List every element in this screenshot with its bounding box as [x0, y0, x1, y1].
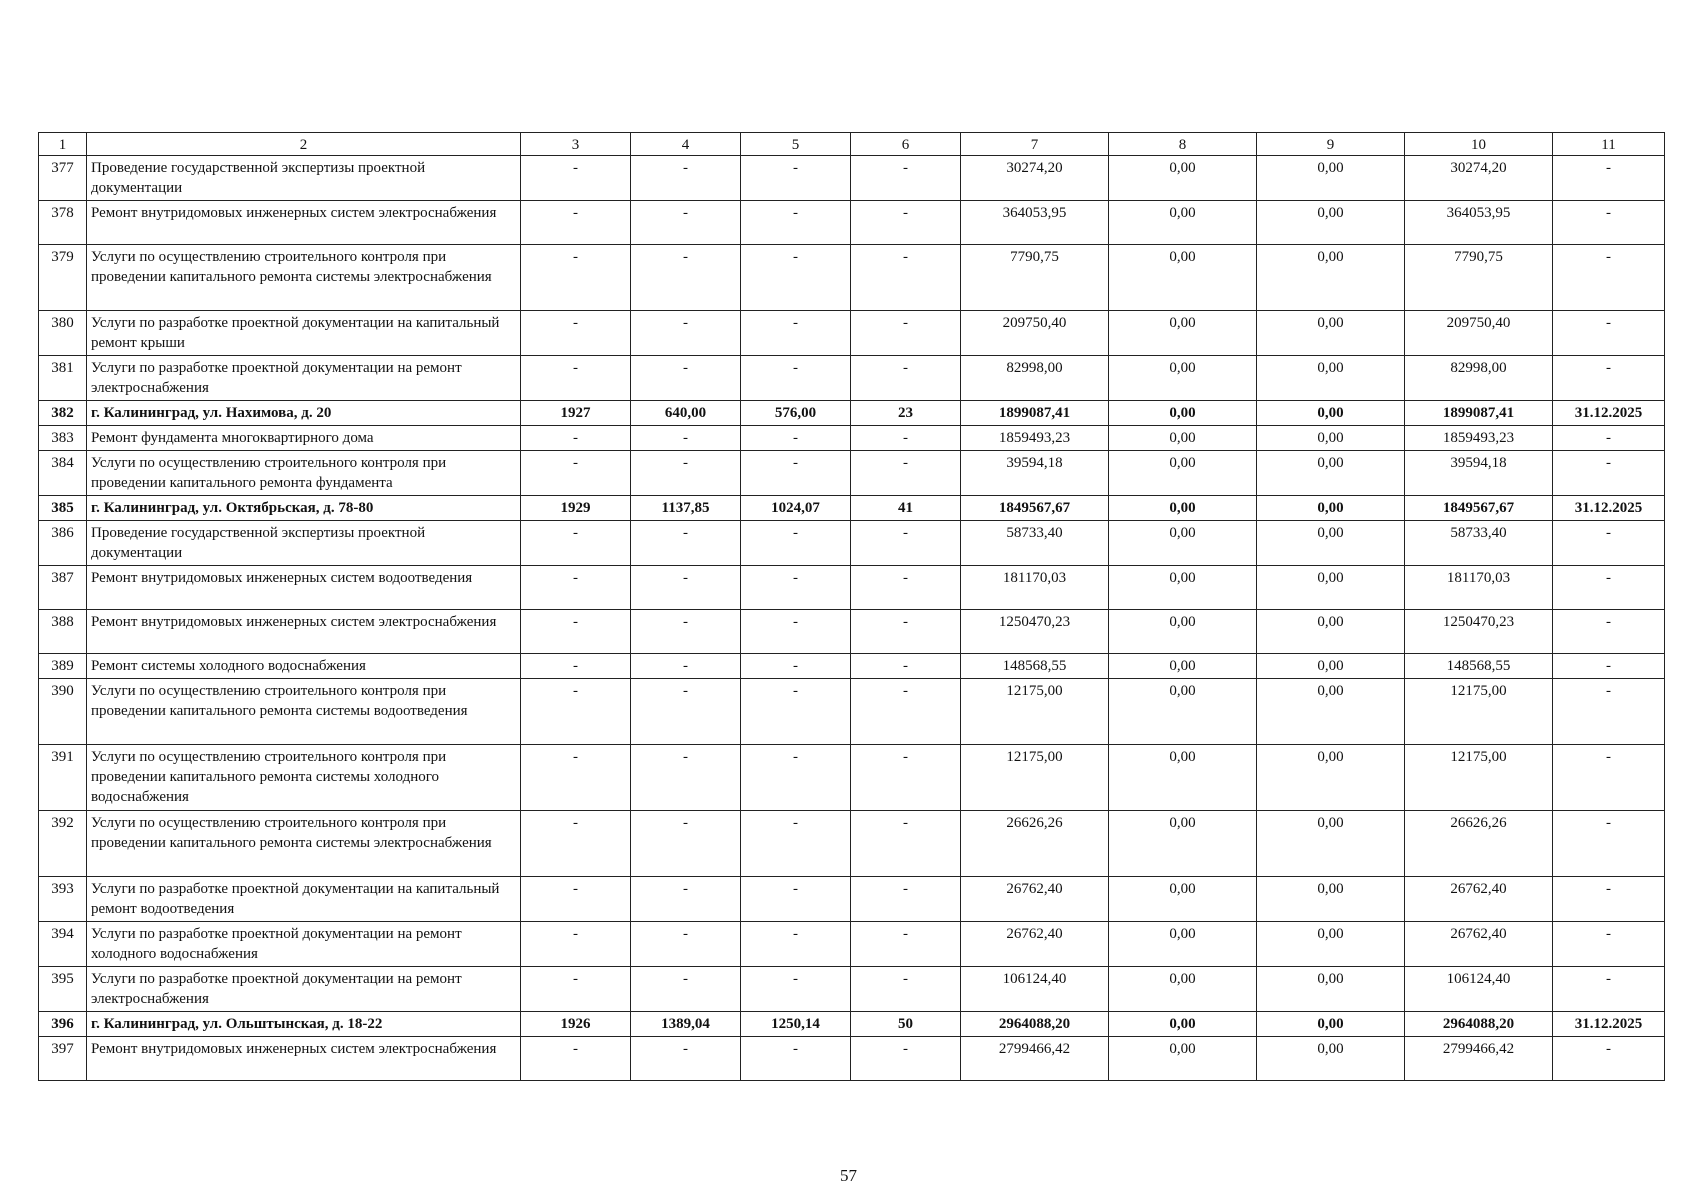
fund-owners-cell: 39594,18: [1405, 451, 1553, 496]
fund-owners-cell: 12175,00: [1405, 745, 1553, 811]
year-cell: -: [521, 356, 631, 401]
area-total-cell: -: [631, 811, 741, 877]
cost-total-cell: 364053,95: [961, 201, 1109, 245]
work-description-cell: Услуги по осуществлению строительного контроля при проведении капитального ремонта фундамента: [87, 451, 521, 496]
area-living-cell: -: [741, 679, 851, 745]
deadline-cell: -: [1553, 1037, 1665, 1081]
area-total-cell: -: [631, 156, 741, 201]
residents-cell: -: [851, 811, 961, 877]
fund-owners-cell: 26762,40: [1405, 877, 1553, 922]
fund-owners-cell: 26762,40: [1405, 922, 1553, 967]
year-cell: -: [521, 156, 631, 201]
cost-total-cell: 1859493,23: [961, 426, 1109, 451]
row-number-cell: 391: [39, 745, 87, 811]
year-cell: 1927: [521, 401, 631, 426]
area-living-cell: 576,00: [741, 401, 851, 426]
work-description-cell: Ремонт внутридомовых инженерных систем водоотведения: [87, 566, 521, 610]
residents-cell: -: [851, 610, 961, 654]
table-row: [39, 311, 1665, 356]
column-header: 2: [87, 133, 521, 156]
deadline-cell: -: [1553, 451, 1665, 496]
fund-federal-cell: 0,00: [1109, 356, 1257, 401]
fund-regional-cell: 0,00: [1257, 967, 1405, 1012]
cost-total-cell: 82998,00: [961, 356, 1109, 401]
address-cell: г. Калининград, ул. Нахимова, д. 20: [87, 401, 521, 426]
row-number-cell: 394: [39, 922, 87, 967]
table-row: [39, 1037, 1665, 1081]
work-description-cell: Услуги по осуществлению строительного контроля при проведении капитального ремонта системы электроснабжения: [87, 245, 521, 311]
column-header: 3: [521, 133, 631, 156]
year-cell: -: [521, 311, 631, 356]
row-number-cell: 383: [39, 426, 87, 451]
area-living-cell: -: [741, 356, 851, 401]
fund-federal-cell: 0,00: [1109, 610, 1257, 654]
fund-regional-cell: 0,00: [1257, 745, 1405, 811]
row-number-cell: 384: [39, 451, 87, 496]
fund-federal-cell: 0,00: [1109, 967, 1257, 1012]
table-row: [39, 451, 1665, 496]
fund-owners-cell: 26626,26: [1405, 811, 1553, 877]
table-row: [39, 245, 1665, 311]
fund-regional-cell: 0,00: [1257, 356, 1405, 401]
table-row: [39, 811, 1665, 877]
capital-repair-table: [38, 132, 1665, 1081]
area-living-cell: -: [741, 922, 851, 967]
fund-regional-cell: 0,00: [1257, 245, 1405, 311]
residents-cell: -: [851, 967, 961, 1012]
residents-cell: -: [851, 311, 961, 356]
residents-cell: -: [851, 654, 961, 679]
cost-total-cell: 26762,40: [961, 877, 1109, 922]
residents-cell: -: [851, 745, 961, 811]
address-cell: г. Калининград, ул. Октябрьская, д. 78-80: [87, 496, 521, 521]
column-header: 6: [851, 133, 961, 156]
area-total-cell: -: [631, 610, 741, 654]
fund-federal-cell: 0,00: [1109, 496, 1257, 521]
residents-cell: -: [851, 201, 961, 245]
residents-cell: 41: [851, 496, 961, 521]
cost-total-cell: 26762,40: [961, 922, 1109, 967]
fund-federal-cell: 0,00: [1109, 201, 1257, 245]
cost-total-cell: 30274,20: [961, 156, 1109, 201]
area-total-cell: 640,00: [631, 401, 741, 426]
residents-cell: -: [851, 566, 961, 610]
fund-owners-cell: 12175,00: [1405, 679, 1553, 745]
fund-owners-cell: 148568,55: [1405, 654, 1553, 679]
fund-federal-cell: 0,00: [1109, 654, 1257, 679]
residents-cell: 23: [851, 401, 961, 426]
fund-owners-cell: 209750,40: [1405, 311, 1553, 356]
fund-regional-cell: 0,00: [1257, 811, 1405, 877]
row-number-cell: 378: [39, 201, 87, 245]
fund-regional-cell: 0,00: [1257, 1037, 1405, 1081]
deadline-cell: -: [1553, 245, 1665, 311]
table-row: [39, 201, 1665, 245]
column-header: 7: [961, 133, 1109, 156]
fund-regional-cell: 0,00: [1257, 401, 1405, 426]
fund-regional-cell: 0,00: [1257, 496, 1405, 521]
page-number: 57: [840, 1166, 857, 1185]
table-row: [39, 521, 1665, 566]
year-cell: 1926: [521, 1012, 631, 1037]
deadline-cell: -: [1553, 521, 1665, 566]
work-description-cell: Проведение государственной экспертизы проектной документации: [87, 156, 521, 201]
work-description-cell: Услуги по разработке проектной документации на капитальный ремонт водоотведения: [87, 877, 521, 922]
fund-federal-cell: 0,00: [1109, 245, 1257, 311]
table-row: [39, 877, 1665, 922]
deadline-cell: -: [1553, 811, 1665, 877]
cost-total-cell: 12175,00: [961, 745, 1109, 811]
cost-total-cell: 26626,26: [961, 811, 1109, 877]
fund-regional-cell: 0,00: [1257, 679, 1405, 745]
residents-cell: -: [851, 521, 961, 566]
deadline-cell: -: [1553, 426, 1665, 451]
fund-federal-cell: 0,00: [1109, 156, 1257, 201]
area-total-cell: -: [631, 967, 741, 1012]
deadline-cell: 31.12.2025: [1553, 401, 1665, 426]
table-body: [39, 133, 1665, 1081]
deadline-cell: -: [1553, 745, 1665, 811]
residents-cell: -: [851, 922, 961, 967]
area-living-cell: -: [741, 877, 851, 922]
residents-cell: -: [851, 245, 961, 311]
year-cell: -: [521, 566, 631, 610]
cost-total-cell: 209750,40: [961, 311, 1109, 356]
fund-owners-cell: 7790,75: [1405, 245, 1553, 311]
cost-total-cell: 39594,18: [961, 451, 1109, 496]
year-cell: -: [521, 967, 631, 1012]
fund-regional-cell: 0,00: [1257, 654, 1405, 679]
row-number-cell: 379: [39, 245, 87, 311]
deadline-cell: -: [1553, 610, 1665, 654]
table-row: [39, 745, 1665, 811]
table-row: [39, 426, 1665, 451]
work-description-cell: Услуги по осуществлению строительного контроля при проведении капитального ремонта системы водоотведения: [87, 679, 521, 745]
area-living-cell: -: [741, 245, 851, 311]
year-cell: -: [521, 521, 631, 566]
fund-owners-cell: 30274,20: [1405, 156, 1553, 201]
cost-total-cell: 148568,55: [961, 654, 1109, 679]
work-description-cell: Ремонт системы холодного водоснабжения: [87, 654, 521, 679]
residents-cell: -: [851, 877, 961, 922]
fund-regional-cell: 0,00: [1257, 201, 1405, 245]
deadline-cell: -: [1553, 967, 1665, 1012]
row-number-cell: 393: [39, 877, 87, 922]
fund-owners-cell: 1899087,41: [1405, 401, 1553, 426]
fund-owners-cell: 58733,40: [1405, 521, 1553, 566]
fund-regional-cell: 0,00: [1257, 610, 1405, 654]
work-description-cell: Услуги по осуществлению строительного контроля при проведении капитального ремонта системы электроснабжения: [87, 811, 521, 877]
work-description-cell: Проведение государственной экспертизы проектной документации: [87, 521, 521, 566]
fund-federal-cell: 0,00: [1109, 1012, 1257, 1037]
year-cell: -: [521, 654, 631, 679]
area-living-cell: -: [741, 745, 851, 811]
area-living-cell: -: [741, 610, 851, 654]
fund-owners-cell: 364053,95: [1405, 201, 1553, 245]
fund-federal-cell: 0,00: [1109, 521, 1257, 566]
area-living-cell: 1250,14: [741, 1012, 851, 1037]
fund-regional-cell: 0,00: [1257, 521, 1405, 566]
table-row: [39, 654, 1665, 679]
year-cell: -: [521, 426, 631, 451]
fund-owners-cell: 106124,40: [1405, 967, 1553, 1012]
fund-regional-cell: 0,00: [1257, 1012, 1405, 1037]
fund-federal-cell: 0,00: [1109, 451, 1257, 496]
row-number-cell: 387: [39, 566, 87, 610]
deadline-cell: -: [1553, 156, 1665, 201]
column-header: 9: [1257, 133, 1405, 156]
column-header: 8: [1109, 133, 1257, 156]
deadline-cell: 31.12.2025: [1553, 1012, 1665, 1037]
area-living-cell: -: [741, 451, 851, 496]
area-total-cell: -: [631, 521, 741, 566]
fund-federal-cell: 0,00: [1109, 401, 1257, 426]
data-table-container: [38, 132, 1664, 1081]
fund-regional-cell: 0,00: [1257, 566, 1405, 610]
area-living-cell: 1024,07: [741, 496, 851, 521]
area-total-cell: 1389,04: [631, 1012, 741, 1037]
cost-total-cell: 1899087,41: [961, 401, 1109, 426]
table-row: [39, 967, 1665, 1012]
deadline-cell: 31.12.2025: [1553, 496, 1665, 521]
work-description-cell: Услуги по разработке проектной документации на ремонт холодного водоснабжения: [87, 922, 521, 967]
table-row: [39, 356, 1665, 401]
address-row: [39, 401, 1665, 426]
fund-regional-cell: 0,00: [1257, 451, 1405, 496]
fund-regional-cell: 0,00: [1257, 922, 1405, 967]
row-number-cell: 385: [39, 496, 87, 521]
area-total-cell: -: [631, 654, 741, 679]
column-header: 1: [39, 133, 87, 156]
row-number-cell: 390: [39, 679, 87, 745]
row-number-cell: 381: [39, 356, 87, 401]
fund-regional-cell: 0,00: [1257, 877, 1405, 922]
area-total-cell: -: [631, 877, 741, 922]
fund-regional-cell: 0,00: [1257, 426, 1405, 451]
row-number-cell: 395: [39, 967, 87, 1012]
table-row: [39, 922, 1665, 967]
cost-total-cell: 2799466,42: [961, 1037, 1109, 1081]
year-cell: -: [521, 745, 631, 811]
year-cell: -: [521, 201, 631, 245]
deadline-cell: -: [1553, 654, 1665, 679]
fund-regional-cell: 0,00: [1257, 311, 1405, 356]
area-living-cell: -: [741, 311, 851, 356]
column-header: 4: [631, 133, 741, 156]
year-cell: -: [521, 679, 631, 745]
area-total-cell: 1137,85: [631, 496, 741, 521]
fund-federal-cell: 0,00: [1109, 426, 1257, 451]
fund-owners-cell: 2799466,42: [1405, 1037, 1553, 1081]
cost-total-cell: 1250470,23: [961, 610, 1109, 654]
cost-total-cell: 58733,40: [961, 521, 1109, 566]
residents-cell: 50: [851, 1012, 961, 1037]
deadline-cell: -: [1553, 679, 1665, 745]
work-description-cell: Услуги по разработке проектной документации на капитальный ремонт крыши: [87, 311, 521, 356]
area-total-cell: -: [631, 1037, 741, 1081]
deadline-cell: -: [1553, 922, 1665, 967]
fund-owners-cell: 1849567,67: [1405, 496, 1553, 521]
area-living-cell: -: [741, 521, 851, 566]
residents-cell: -: [851, 356, 961, 401]
fund-owners-cell: 82998,00: [1405, 356, 1553, 401]
deadline-cell: -: [1553, 311, 1665, 356]
year-cell: -: [521, 245, 631, 311]
area-living-cell: -: [741, 156, 851, 201]
fund-owners-cell: 2964088,20: [1405, 1012, 1553, 1037]
area-total-cell: -: [631, 201, 741, 245]
table-row: [39, 679, 1665, 745]
fund-federal-cell: 0,00: [1109, 811, 1257, 877]
column-header: 11: [1553, 133, 1665, 156]
fund-federal-cell: 0,00: [1109, 311, 1257, 356]
deadline-cell: -: [1553, 201, 1665, 245]
year-cell: -: [521, 811, 631, 877]
area-living-cell: -: [741, 811, 851, 877]
area-total-cell: -: [631, 745, 741, 811]
residents-cell: -: [851, 679, 961, 745]
area-total-cell: -: [631, 922, 741, 967]
fund-owners-cell: 181170,03: [1405, 566, 1553, 610]
residents-cell: -: [851, 426, 961, 451]
row-number-cell: 380: [39, 311, 87, 356]
residents-cell: -: [851, 1037, 961, 1081]
residents-cell: -: [851, 451, 961, 496]
fund-federal-cell: 0,00: [1109, 679, 1257, 745]
area-total-cell: -: [631, 245, 741, 311]
cost-total-cell: 12175,00: [961, 679, 1109, 745]
area-total-cell: -: [631, 356, 741, 401]
year-cell: -: [521, 922, 631, 967]
work-description-cell: Услуги по разработке проектной документации на ремонт электроснабжения: [87, 356, 521, 401]
year-cell: 1929: [521, 496, 631, 521]
area-living-cell: -: [741, 967, 851, 1012]
year-cell: -: [521, 877, 631, 922]
fund-federal-cell: 0,00: [1109, 566, 1257, 610]
area-total-cell: -: [631, 451, 741, 496]
cost-total-cell: 1849567,67: [961, 496, 1109, 521]
table-row: [39, 610, 1665, 654]
address-cell: г. Калининград, ул. Ольштынская, д. 18-22: [87, 1012, 521, 1037]
area-living-cell: -: [741, 566, 851, 610]
residents-cell: -: [851, 156, 961, 201]
work-description-cell: Услуги по разработке проектной документации на ремонт электроснабжения: [87, 967, 521, 1012]
area-total-cell: -: [631, 426, 741, 451]
table-row: [39, 566, 1665, 610]
area-total-cell: -: [631, 311, 741, 356]
area-living-cell: -: [741, 426, 851, 451]
area-living-cell: -: [741, 201, 851, 245]
fund-federal-cell: 0,00: [1109, 1037, 1257, 1081]
fund-owners-cell: 1859493,23: [1405, 426, 1553, 451]
row-number-cell: 386: [39, 521, 87, 566]
cost-total-cell: 2964088,20: [961, 1012, 1109, 1037]
column-number-header-row: [39, 133, 1665, 156]
area-total-cell: -: [631, 679, 741, 745]
row-number-cell: 382: [39, 401, 87, 426]
cost-total-cell: 106124,40: [961, 967, 1109, 1012]
deadline-cell: -: [1553, 566, 1665, 610]
row-number-cell: 389: [39, 654, 87, 679]
row-number-cell: 397: [39, 1037, 87, 1081]
address-row: [39, 1012, 1665, 1037]
row-number-cell: 396: [39, 1012, 87, 1037]
year-cell: -: [521, 610, 631, 654]
row-number-cell: 388: [39, 610, 87, 654]
area-living-cell: -: [741, 654, 851, 679]
cost-total-cell: 181170,03: [961, 566, 1109, 610]
work-description-cell: Услуги по осуществлению строительного контроля при проведении капитального ремонта системы холодного водоснабжения: [87, 745, 521, 811]
fund-federal-cell: 0,00: [1109, 922, 1257, 967]
year-cell: -: [521, 451, 631, 496]
work-description-cell: Ремонт внутридомовых инженерных систем электроснабжения: [87, 1037, 521, 1081]
work-description-cell: Ремонт фундамента многоквартирного дома: [87, 426, 521, 451]
address-row: [39, 496, 1665, 521]
fund-federal-cell: 0,00: [1109, 877, 1257, 922]
fund-federal-cell: 0,00: [1109, 745, 1257, 811]
row-number-cell: 377: [39, 156, 87, 201]
work-description-cell: Ремонт внутридомовых инженерных систем электроснабжения: [87, 610, 521, 654]
year-cell: -: [521, 1037, 631, 1081]
column-header: 5: [741, 133, 851, 156]
area-total-cell: -: [631, 566, 741, 610]
fund-owners-cell: 1250470,23: [1405, 610, 1553, 654]
deadline-cell: -: [1553, 356, 1665, 401]
row-number-cell: 392: [39, 811, 87, 877]
column-header: 10: [1405, 133, 1553, 156]
table-row: [39, 156, 1665, 201]
deadline-cell: -: [1553, 877, 1665, 922]
area-living-cell: -: [741, 1037, 851, 1081]
work-description-cell: Ремонт внутридомовых инженерных систем электроснабжения: [87, 201, 521, 245]
cost-total-cell: 7790,75: [961, 245, 1109, 311]
fund-regional-cell: 0,00: [1257, 156, 1405, 201]
